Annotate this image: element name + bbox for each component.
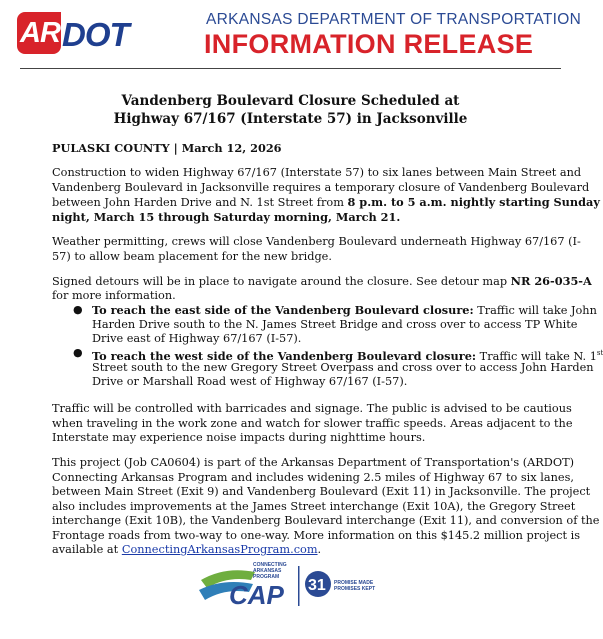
cap-small-2: ARKANSAS	[253, 568, 282, 574]
cap-logo	[195, 558, 395, 612]
program-link[interactable]: ConnectingArkansasProgram.com	[121, 543, 318, 556]
bullet-dot: ●	[73, 303, 83, 316]
para4-line1: Traffic will be controlled with barricades and signage. The public is advised to be cautious	[52, 402, 572, 415]
para2-line1: Weather permitting, crews will close Vandenberg Boulevard underneath Highway 67/167 (I-	[52, 235, 581, 248]
logo-divider	[298, 566, 300, 606]
para5-line1: This project (Job CA0604) is part of the Arkansas Department of Transportation's (ARDOT)	[52, 456, 575, 469]
dateline: PULASKI COUNTY | March 12, 2026	[52, 141, 282, 155]
para1-line2: Vandenberg Boulevard in Jacksonville requires a temporary closure of Vandenberg Boulevard	[52, 181, 590, 194]
para1-line1: Construction to widen Highway 67/167 (Interstate 57) to six lanes between Main Street and	[52, 166, 582, 179]
para5-line7-text: available at	[52, 543, 122, 556]
logo-dot-text: DOT	[62, 16, 129, 53]
department-name: ARKANSAS DEPARTMENT OF TRANSPORTATION	[206, 11, 582, 28]
badge-number: 31	[308, 577, 326, 594]
header	[0, 0, 581, 70]
closure-dates: night, March 15 through Saturday morning, March 21.	[52, 210, 401, 224]
para1-line3-text: between John Harden Drive and N. 1st Street from	[52, 196, 348, 209]
bullet-1-line3: Drive east of Highway 67/167 (I-57).	[92, 332, 302, 345]
headline-line-2: Highway 67/167 (Interstate 57) in Jacksonville	[113, 111, 468, 127]
para3-line1-text: Signed detours will be in place to navigate around the closure. See detour map	[52, 275, 511, 288]
header-divider	[20, 68, 561, 69]
para5-line4: also includes improvements at the James Street interchange (Exit 10A), the Gregory Street	[52, 500, 576, 513]
para2-line2: 57) to allow beam placement for the new bridge.	[52, 250, 332, 263]
para5-line6: Frontage roads from two-way to one-way. More information on this $145.2 million project is	[52, 529, 581, 542]
release-title: INFORMATION RELEASE	[204, 29, 534, 59]
para5-line2: Connecting Arkansas Program and includes widening 2.5 miles of Highway 67 to six lanes,	[52, 471, 574, 484]
cap-small-3: PROGRAM	[253, 574, 280, 580]
para4-line2: when traveling in the work zone and watch for slower traffic speeds. Areas adjacent to the	[52, 417, 573, 430]
footer-logos	[195, 558, 395, 612]
para1-line3	[52, 195, 600, 211]
para5-line7	[52, 543, 528, 558]
closure-hours: 8 p.m. to 5 a.m. nightly starting Sunday	[347, 195, 600, 209]
cap-small-1: CONNECTING	[253, 562, 287, 568]
para5-line7-end: .	[317, 543, 322, 556]
para5-line5: interchange (Exit 10B), the Vandenberg Boulevard interchange (Exit 11), and conversion of the	[52, 514, 600, 527]
headline-line-1: Vandenberg Boulevard Closure Scheduled at	[121, 93, 460, 109]
promise-line-1: PROMISE MADE	[334, 580, 374, 586]
bullet-2-sup: st	[596, 349, 603, 357]
para3-line2: for more information.	[52, 289, 176, 302]
bullet-2-text: Traffic will take N. 1	[476, 349, 597, 363]
bullet-1-line1	[92, 303, 597, 319]
para3-line1	[52, 274, 592, 290]
ardot-logo	[17, 12, 173, 54]
para4-line3: Interstate may experience noise impacts during nighttime hours.	[52, 431, 426, 444]
promise-line-2: PROMISES KEPT	[334, 586, 376, 592]
logo-ar-box	[17, 12, 61, 54]
logo-ar-text: AR	[20, 17, 60, 49]
bullet-1-text: Traffic will take John	[473, 304, 597, 317]
detour-map-id: NR 26-035-A	[510, 274, 592, 288]
cap-wordmark: CAP	[229, 580, 284, 610]
bullet-2-line2: Street south to the new Gregory Street Overpass and cross over to access John Harden	[92, 361, 594, 374]
bullet-1-line2: Harden Drive south to the N. James Street Bridge and cross over to access TP White	[92, 318, 578, 331]
para5-line3: between Main Street (Exit 9) and Vandenberg Boulevard (Exit 11) in Jacksonville. The project	[52, 485, 591, 498]
bullet-2-line3: Drive or Marshall Road west of Highway 67/167 (I-57).	[92, 375, 408, 388]
bullet-1-heading: To reach the east side of the Vandenberg Boulevard closure:	[92, 303, 474, 317]
bullet-dot: ●	[73, 346, 83, 359]
bullet-2-heading: To reach the west side of the Vandenberg Boulevard closure:	[92, 348, 477, 363]
